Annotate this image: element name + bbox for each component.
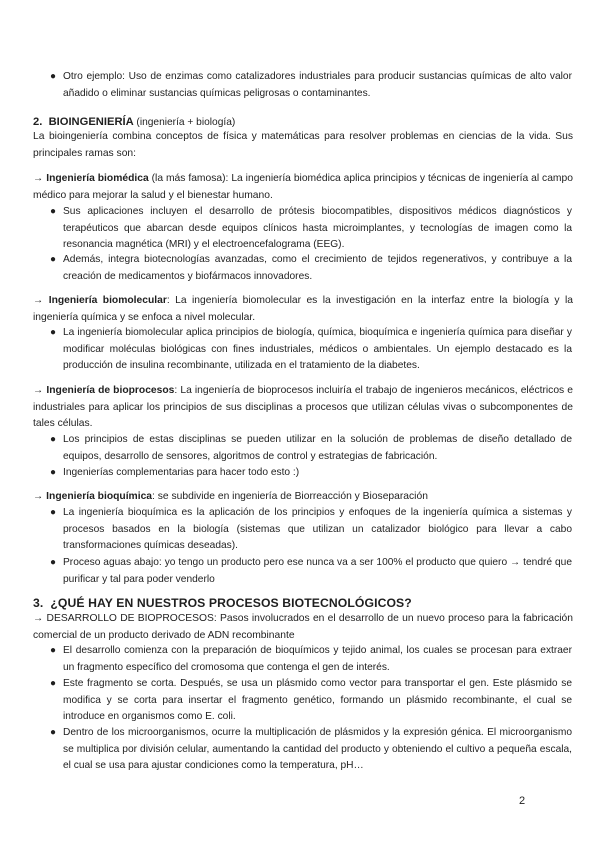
section-2-title: BIOINGENIERÍA	[48, 116, 134, 128]
bullet-icon: ●	[49, 434, 57, 445]
bioprocesos-bullet-2: Ingenierías complementarias para hacer todo esto :)	[63, 467, 300, 478]
section-3-heading	[33, 595, 412, 611]
bullet-icon: ●	[49, 645, 57, 656]
bullet-icon: ●	[49, 507, 57, 518]
biomedica-term: Ingeniería biomédica	[46, 173, 149, 184]
bullet-icon: ●	[49, 727, 57, 738]
section-3-number: 3.	[33, 596, 44, 610]
bioquimica-bullet-2: Proceso aguas abajo: yo tengo un producto pero ese nunca va a ser 100% el producto que quiero → tendré que purificar y tal para poder venderlo	[63, 557, 572, 585]
bullet-icon: ●	[49, 254, 57, 265]
bioquimica-term: Ingeniería bioquímica	[46, 491, 153, 502]
biomedica-bullet-2: Además, integra biotecnologías avanzadas, como el crecimiento de tejidos regenerativos, y contribuye a la creación de medicamentos y biofármacos innovadores.	[63, 254, 572, 282]
biomedica-note: (la más famosa)	[151, 173, 226, 184]
bioprocesos-bullet-1: Los principios de estas disciplinas se pueden utilizar en la solución de problemas de diseño detallado de equipos, desarrollo de sensores, algoritmos de control y estrategias de fabricación.	[63, 434, 572, 462]
bioprocesos-term: Ingeniería de bioprocesos	[46, 385, 175, 396]
arrow-icon: →	[33, 295, 44, 306]
section-3-title: ¿QUÉ HAY EN NUESTROS PROCESOS BIOTECNOLÓGICOS?	[50, 596, 412, 610]
biomedica-text: : La ingeniería biomédica aplica principios y técnicas de ingeniería al campo médico para mejorar la salud y el bienestar humano.	[33, 173, 573, 201]
bioquimica-bullet-1: La ingeniería bioquímica es la aplicación de los principios y enfoques de la ingeniería química a sistemas y procesos basados en la biología (sistemas que utilizan un catalizador biológico para llevar a cabo transformaciones químicas deseadas).	[63, 507, 572, 552]
bioprocesos-text: : La ingeniería de bioprocesos incluiría el trabajo de ingenieros mecánicos, eléctricos e industriales para aplicar los principios de sus disciplinas a procesos que utilizan células vivas o subcomponentes de tales células.	[33, 385, 573, 429]
bullet-icon: ●	[49, 557, 57, 568]
section-3-bullet-3: Dentro de los microorganismos, ocurre la multiplicación de plásmidos y la expresión génica. El microorganismo se multiplica por división celular, aumentando la cantidad del producto y obteniendo el cultivo a pequeña escala, el cual se usa para ajustar condiciones como la temperatura, pH…	[63, 727, 572, 772]
section-2-intro: La bioingeniería combina conceptos de física y matemáticas para resolver problemas en ciencias de la vida. Sus principales ramas son:	[33, 131, 573, 159]
biomolecular-bullet-1: La ingeniería biomolecular aplica principios de biología, química, bioquímica e ingeniería química para diseñar y modificar moléculas biológicas con fines industriales, médicos o ambientales. Un ejemplo destacado es la producción de insulina recombinante, utilizada en el tratamiento de la diabetes.	[63, 327, 572, 372]
biomolecular-term: Ingeniería biomolecular	[48, 295, 167, 306]
page-number: 2	[519, 795, 526, 807]
bioprocesos-paragraph	[33, 383, 573, 433]
biomolecular-paragraph	[33, 293, 573, 326]
bullet-icon: ●	[49, 206, 57, 217]
arrow-icon: →	[33, 491, 44, 502]
arrow-icon: →	[33, 385, 44, 396]
section-3-bullet-2: Este fragmento se corta. Después, se usa un plásmido como vector para transportar el gen. Este plásmido se modifica y se corta para insertar el fragmento genético, formando un plásmido recombinante, el cual se introduce en organismos como E. coli.	[63, 678, 572, 723]
arrow-icon: →	[33, 173, 44, 184]
bullet-icon: ●	[49, 678, 57, 689]
section-3-intro: → DESARROLLO DE BIOPROCESOS: Pasos involucrados en el desarrollo de un nuevo proceso para la fabricación comercial de un producto derivado de ADN recombinante	[33, 613, 573, 641]
biomolecular-text: : La ingeniería biomolecular es la investigación en la interfaz entre la biología y la ingeniería química y se enfoca a nivel molecular.	[33, 295, 573, 323]
bioquimica-text: : se subdivide en ingeniería de Biorreacción y Bioseparación	[152, 491, 428, 502]
section-2-subtitle: (ingeniería + biología)	[136, 117, 236, 128]
bullet-icon: ●	[49, 71, 57, 82]
bullet-icon: ●	[49, 467, 57, 478]
section-2-number: 2.	[33, 116, 43, 128]
intro-bullet-text: Otro ejemplo: Uso de enzimas como catalizadores industriales para producir sustancias químicas de alto valor añadido o eliminar sustancias químicas peligrosas o contaminantes.	[63, 71, 572, 99]
section-3-bullet-1: El desarrollo comienza con la preparación de bioquímicos y tejido animal, los cuales se procesan para extraer un fragmento específico del cromosoma que contenga el gen de interés.	[63, 645, 572, 673]
biomedica-bullet-1: Sus aplicaciones incluyen el desarrollo de prótesis biocompatibles, dispositivos médicos diagnósticos y terapéuticos que abarcan desde equipos clínicos hasta microimplantes, y tecnologías de imagen como la resonancia magnética (MRI) y el electroencefalograma (EEG).	[63, 206, 572, 251]
bioquimica-paragraph	[33, 489, 573, 506]
bullet-icon: ●	[49, 327, 57, 338]
biomedica-paragraph	[33, 171, 573, 204]
